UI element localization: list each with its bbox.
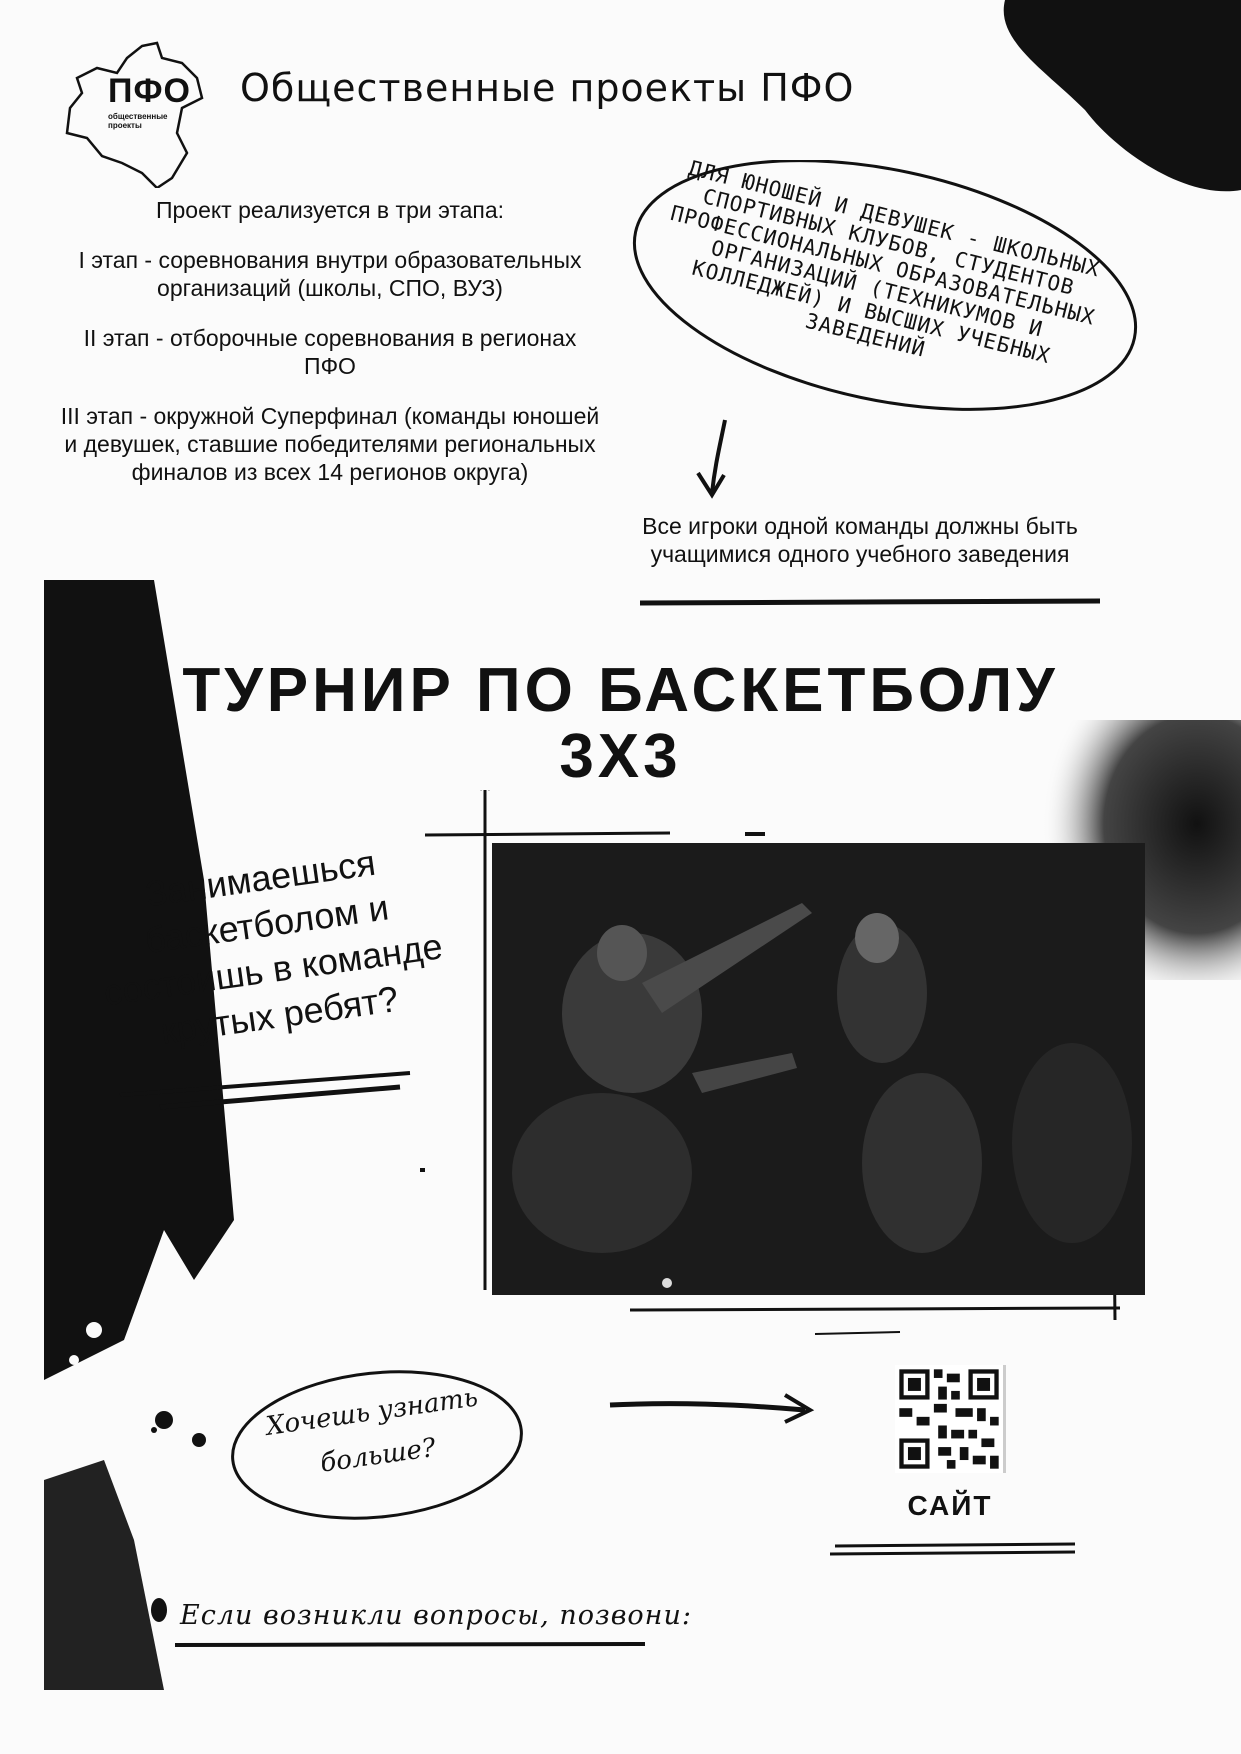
underline — [830, 1540, 1080, 1560]
stage-2: II этап - отборочные соревнования в регионах ПФО — [83, 325, 577, 379]
learn-more-text: Хочешь узнать больше? — [264, 1382, 480, 1479]
underline — [640, 598, 1100, 608]
stage-1: I этап - соревнования внутри образовательных организаций (школы, СПО, ВУЗ) — [78, 247, 582, 301]
question-text: Занимаешься баскетболом и состоишь в команде крутых ребят? — [101, 841, 445, 1052]
stage-3: III этап - окружной Суперфинал (команды юношей и девушек, ставшие победителями региональных финалов из всех 14 регионов округа) — [60, 403, 600, 485]
stages-block — [60, 196, 600, 508]
logo-text: ПФО — [108, 72, 191, 110]
underline — [175, 1640, 645, 1650]
contact-text: Если возникли вопросы, позвони: — [180, 1600, 692, 1631]
site-label: САЙТ — [907, 1490, 993, 1521]
basketball-photo — [492, 843, 1145, 1295]
arrow-down-icon — [690, 415, 740, 500]
players-note: Все игроки одной команды должны быть учащимися одного учебного заведения — [642, 513, 1078, 567]
qr-code-icon[interactable] — [895, 1365, 1006, 1473]
audience-text: ДЛЯ ЮНОШЕЙ И ДЕВУШЕК - ШКОЛЬНЫХ СПОРТИВНЫХ КЛУБОВ, СТУДЕНТОВ ПРОФЕССИОНАЛЬНЫХ ОБРАЗОВАТЕЛЬНЫХ ОРГАНИЗАЦИЙ (ТЕХНИКУМОВ И КОЛЛЕДЖЕЙ) И ВЫСШИХ УЧЕБНЫХ ЗАВЕДЕНИЙ — [668, 155, 1103, 369]
tournament-title — [0, 658, 1241, 790]
arrow-right-icon — [605, 1380, 820, 1440]
logo-subtitle: общественные проекты — [108, 112, 168, 130]
underline — [110, 1065, 420, 1115]
stages-intro: Проект реализуется в три этапа: — [155, 197, 505, 223]
title-line-2: 3Х3 — [559, 722, 682, 791]
title-line-1: ТУРНИР ПО БАСКЕТБОЛУ — [182, 656, 1059, 725]
org-title: Общественные проекты ПФО — [240, 66, 855, 110]
